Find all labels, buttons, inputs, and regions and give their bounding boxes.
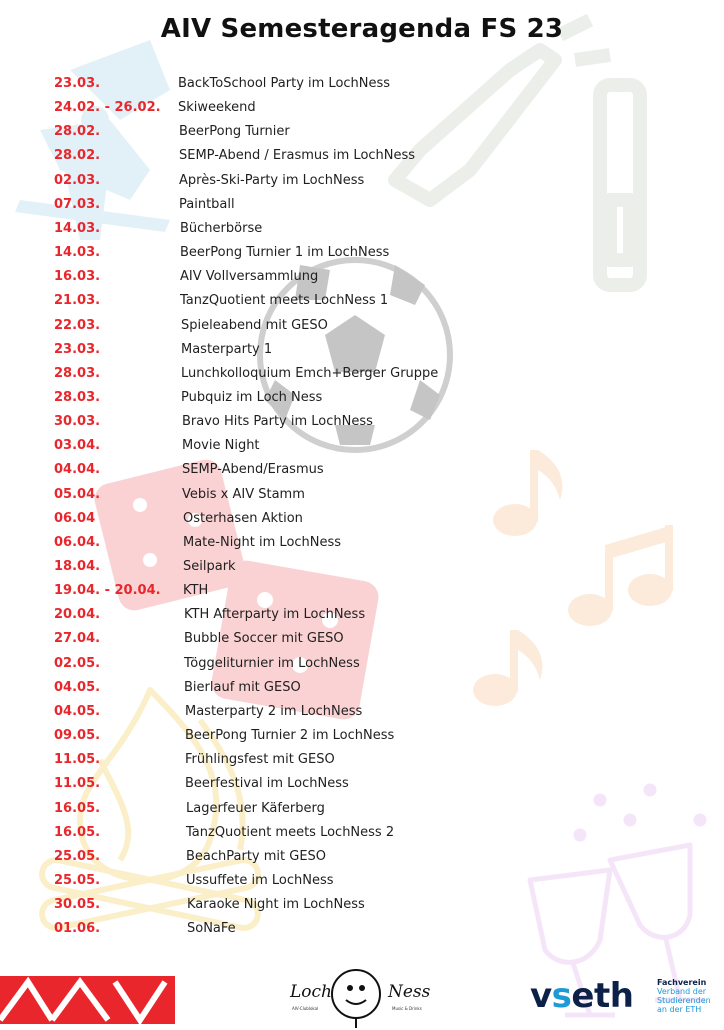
agenda-date: 01.06. [54,921,101,937]
agenda-row [0,921,724,943]
agenda-row [0,438,724,460]
agenda-event: Pubquiz im Loch Ness [181,389,323,405]
agenda-date: 04.04. [54,462,101,478]
lochness-logo-left: Loch [290,982,332,1002]
agenda-row [0,873,724,895]
agenda-row [0,825,724,847]
fachverein-label [657,978,723,1014]
agenda-date: 22.03. [54,317,101,333]
page-title: AIV Semesteragenda FS 23 [160,14,564,44]
agenda-row [0,318,724,340]
agenda-event: Bücherbörse [180,220,263,236]
agenda-row [0,366,724,388]
agenda-date: 16.03. [54,269,101,285]
agenda-date: 28.03. [54,365,101,381]
agenda-event: Movie Night [182,438,260,454]
agenda-date: 06.04 [54,510,96,526]
lochness-logo-right: Ness [388,982,431,1002]
agenda-date: 19.04. - 20.04. [54,583,161,599]
agenda-event: Seilpark [183,559,236,574]
agenda-event: Spieleabend mit GESO [181,317,328,333]
agenda-row [0,390,724,412]
agenda-event: BeerPong Turnier 2 im LochNess [185,728,395,744]
agenda-event: AIV Vollversammlung [180,269,319,285]
agenda-event: KTH Afterparty im LochNess [184,607,366,623]
agenda-date: 02.05. [54,655,101,671]
agenda-event: Beerfestival im LochNess [185,776,349,792]
agenda-date: 23.03. [54,341,101,357]
vseth-logo-s: s [551,976,572,1016]
vseth-logo-eth: eth [571,976,634,1016]
agenda-row [0,631,724,653]
agenda-row [0,752,724,774]
agenda-date: 14.03. [54,220,101,236]
agenda-date: 16.05. [54,824,101,840]
agenda-event: SEMP-Abend / Erasmus im LochNess [179,148,416,164]
agenda-event: Töggeliturnier im LochNess [184,655,360,671]
agenda-event: Paintball [179,196,235,212]
agenda-date: 16.05. [54,800,101,816]
agenda-date: 23.03. [54,76,101,91]
agenda-date: 05.04. [54,486,101,502]
agenda-event: Masterparty 2 im LochNess [185,703,363,719]
agenda-event: Frühlingsfest mit GESO [185,752,335,768]
agenda-row [0,776,724,798]
agenda-date: 20.04. [54,607,101,623]
agenda-row [0,897,724,919]
agenda-row [0,124,724,146]
aiv-logo [0,976,175,1024]
agenda-date: 18.04. [54,559,101,574]
agenda-date: 07.03. [54,196,101,212]
agenda-row [0,656,724,678]
agenda-event: BeachParty mit GESO [186,848,327,864]
fachverein-heading: Fachverein [657,978,707,987]
vseth-logo [530,976,633,1016]
agenda-event: Karaoke Night im LochNess [187,897,365,913]
agenda-event: KTH [183,583,209,599]
agenda-event: Après-Ski-Party im LochNess [179,172,365,188]
agenda-row [0,849,724,871]
agenda-date: 04.05. [54,679,101,695]
agenda-event: Lunchkolloquium Emch+Berger Gruppe [181,365,439,381]
agenda-event: Osterhasen Aktion [183,510,303,526]
agenda-event: Lagerfeuer Käferberg [186,800,325,816]
agenda-row [0,704,724,726]
agenda-date: 11.05. [54,776,101,792]
agenda-date: 14.03. [54,245,101,261]
fachverein-text: Verband der Studierenden an der ETH [657,987,711,1014]
agenda-row [0,680,724,702]
vseth-logo-v: v [530,976,552,1016]
agenda-event: TanzQuotient meets LochNess 1 [180,293,389,309]
agenda-event: Vebis x AIV Stamm [182,486,305,502]
agenda-event: SoNaFe [187,921,236,937]
agenda-date: 25.05. [54,872,101,888]
agenda-event: SEMP-Abend/Erasmus [182,462,324,478]
agenda-event: BeerPong Turnier 1 im LochNess [180,245,390,261]
agenda-row [0,148,724,170]
agenda-row [0,221,724,243]
agenda-row [0,100,724,122]
agenda-row [0,197,724,219]
agenda-row [0,801,724,823]
agenda-event: Ussuffete im LochNess [186,872,334,888]
agenda-date: 09.05. [54,728,101,744]
agenda-date: 06.04. [54,534,101,550]
agenda-row [0,269,724,291]
agenda-date: 30.03. [54,414,101,430]
agenda-date: 28.03. [54,389,101,405]
agenda-row [0,728,724,750]
agenda-date: 11.05. [54,752,101,768]
agenda-row [0,245,724,267]
agenda-row [0,342,724,364]
lochness-subtitle-right: Music & Drinks [392,1006,422,1011]
agenda-row [0,293,724,315]
agenda-row [0,487,724,509]
agenda-event: BackToSchool Party im LochNess [178,76,391,91]
agenda-date: 21.03. [54,293,101,309]
agenda-event: Bubble Soccer mit GESO [184,631,344,647]
agenda-event: Mate-Night im LochNess [183,534,342,550]
agenda-event: BeerPong Turnier [179,124,290,140]
agenda-row [0,535,724,557]
agenda-event: TanzQuotient meets LochNess 2 [186,824,395,840]
agenda-row [0,511,724,533]
agenda-date: 03.04. [54,438,101,454]
footer [0,958,724,1024]
agenda-date: 02.03. [54,172,101,188]
agenda-date: 28.02. [54,124,101,140]
agenda-event: Masterparty 1 [181,341,273,357]
agenda-row [0,173,724,195]
agenda-row [0,76,724,98]
agenda-date: 28.02. [54,148,101,164]
agenda-date: 30.05. [54,897,101,913]
agenda-date: 27.04. [54,631,101,647]
agenda-event: Bierlauf mit GESO [184,679,301,695]
lochness-subtitle-left: AIV-Clublokal [292,1006,319,1011]
agenda-row [0,414,724,436]
agenda-event: Skiweekend [178,100,256,116]
agenda-event: Bravo Hits Party im LochNess [182,414,373,430]
agenda-row [0,559,724,581]
agenda-date: 24.02. - 26.02. [54,100,161,116]
agenda-row [0,607,724,629]
agenda-date: 04.05. [54,703,101,719]
agenda-row [0,462,724,484]
agenda-row [0,583,724,605]
agenda-date: 25.05. [54,848,101,864]
